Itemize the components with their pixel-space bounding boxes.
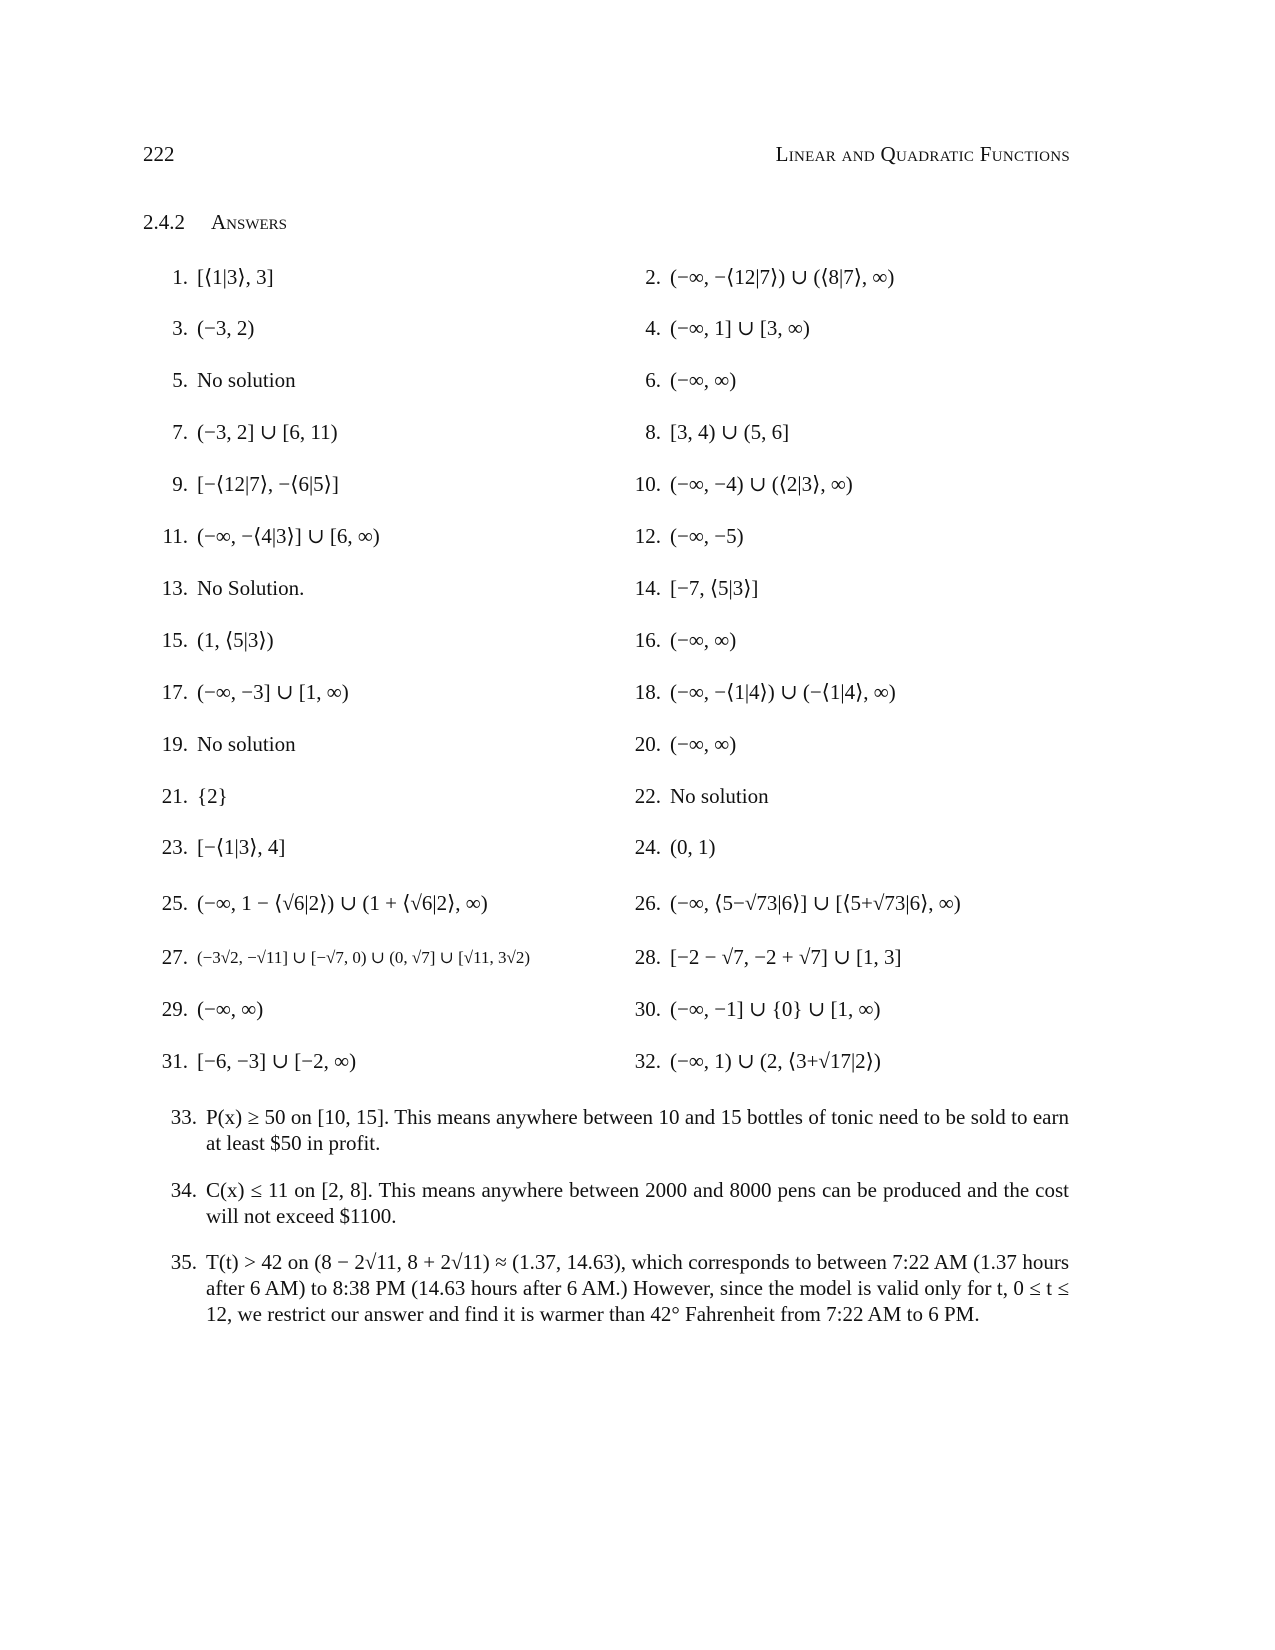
answer-item — [144, 361, 296, 401]
long-answer-item — [153, 1104, 1069, 1156]
answer-number: 31. — [161, 1049, 188, 1073]
answer-number: 25. — [161, 891, 188, 916]
answer-number: 23. — [161, 835, 188, 860]
answer-number: 24. — [634, 835, 661, 860]
answer-text: [−7, ⟨5|3⟩] — [670, 575, 759, 600]
answer-number: 29. — [161, 997, 188, 1022]
answer-item — [144, 938, 530, 978]
answer-item — [617, 884, 961, 924]
long-answer-item — [153, 1177, 1069, 1229]
answer-item — [144, 724, 296, 764]
answer-text: T(t) > 42 on (8 − 2√11, 8 + 2√11) ≈ (1.37, 14.63), which corresponds to between 7:22 AM (1.37 hours after 6 AM) to 8:38 PM (14.63 hours after 6 AM.) However, since the model is valid only for t, 0 ≤ t ≤ 12, we restrict our answer and find it is warmer than 42° Fahrenheit from 7:22 AM to 6 PM. — [206, 1250, 1069, 1326]
answer-text: No solution — [197, 368, 296, 393]
page-number: 222 — [143, 142, 175, 166]
answer-text: (−3, 2) — [197, 316, 255, 341]
answer-number: 6. — [645, 368, 661, 393]
answer-text: (−∞, −⟨12|7⟩) ∪ (⟨8|7⟩, ∞) — [670, 264, 895, 289]
answer-item — [617, 465, 853, 505]
long-answer-item — [153, 1249, 1069, 1327]
answer-number: 15. — [161, 627, 188, 652]
answer-text: (−∞, −⟨1|4⟩) ∪ (−⟨1|4⟩, ∞) — [670, 679, 896, 704]
answer-text: (−∞, 1 − ⟨√6|2⟩) ∪ (1 + ⟨√6|2⟩, ∞) — [197, 891, 488, 916]
answer-item — [144, 776, 228, 816]
answer-item — [617, 990, 880, 1030]
answer-item — [617, 776, 769, 816]
answer-text: {2} — [197, 783, 228, 808]
answer-number: 19. — [161, 731, 188, 756]
answer-item — [144, 990, 263, 1030]
answer-text: (−∞, 1) ∪ (2, ⟨3+√17|2⟩) — [670, 1049, 881, 1073]
answer-number: 14. — [634, 575, 661, 600]
answer-text: No solution — [197, 731, 296, 756]
answer-text: [3, 4) ∪ (5, 6] — [670, 420, 790, 445]
answer-text: (−3, 2] ∪ [6, 11) — [197, 420, 338, 445]
answer-item — [617, 257, 894, 297]
answer-item — [617, 724, 736, 764]
answer-number: 3. — [172, 316, 188, 341]
answer-number: 12. — [634, 524, 661, 548]
answer-text: P(x) ≥ 50 on [10, 15]. This means anywhere between 10 and 15 bottles of tonic need to be sold to earn at least $50 in profit. — [206, 1105, 1069, 1155]
answer-number: 13. — [161, 575, 188, 600]
answer-number: 34. — [170, 1178, 197, 1202]
answer-text: (−∞, −5) — [670, 524, 744, 548]
answer-number: 17. — [161, 679, 188, 704]
answer-text: (−∞, ∞) — [670, 368, 737, 393]
answer-text: (−∞, −⟨4|3⟩] ∪ [6, ∞) — [197, 524, 380, 548]
answer-item — [144, 257, 274, 297]
answer-text: (−∞, ∞) — [670, 627, 737, 652]
answer-number: 35. — [170, 1250, 197, 1274]
answer-item — [144, 828, 285, 868]
answer-text: (−∞, −4) ∪ (⟨2|3⟩, ∞) — [670, 472, 853, 497]
answer-number: 1. — [172, 264, 188, 289]
answer-item — [617, 568, 758, 608]
answer-text: (−∞, ∞) — [197, 997, 264, 1022]
answer-text: (−∞, −3] ∪ [1, ∞) — [197, 679, 349, 704]
answer-number: 22. — [634, 783, 661, 808]
section-title: Answers — [211, 210, 288, 234]
answer-number: 18. — [634, 679, 661, 704]
answer-number: 9. — [172, 472, 188, 497]
answer-item — [144, 1042, 356, 1082]
answer-item — [144, 465, 339, 505]
answer-item — [617, 361, 736, 401]
answer-text: [−⟨1|3⟩, 4] — [197, 835, 286, 860]
answer-number: 32. — [634, 1049, 661, 1073]
answer-item — [617, 1042, 881, 1082]
answer-item — [144, 517, 380, 557]
answer-text: [−2 − √7, −2 + √7] ∪ [1, 3] — [670, 945, 902, 970]
answer-item — [144, 413, 338, 453]
answer-text: [−6, −3] ∪ [−2, ∞) — [197, 1049, 357, 1073]
answer-text: (−∞, 1] ∪ [3, ∞) — [670, 316, 810, 341]
answer-number: 11. — [162, 524, 188, 548]
answer-text: C(x) ≤ 11 on [2, 8]. This means anywhere between 2000 and 8000 pens can be produced and the cost will not exceed $1100. — [206, 1178, 1069, 1228]
answer-item — [617, 620, 736, 660]
answer-text: (−3√2, −√11] ∪ [−√7, 0) ∪ (0, √7] ∪ [√11, 3√2) — [197, 947, 531, 967]
answer-item — [617, 672, 896, 712]
answer-number: 26. — [634, 891, 661, 916]
answer-number: 21. — [161, 783, 188, 808]
answer-number: 10. — [634, 472, 661, 497]
answer-item — [617, 517, 744, 557]
answer-number: 4. — [645, 316, 661, 341]
answer-number: 28. — [634, 945, 661, 970]
answer-number: 30. — [634, 997, 661, 1022]
answer-item — [617, 309, 810, 349]
answer-number: 27. — [161, 945, 188, 970]
answer-number: 20. — [634, 731, 661, 756]
answer-number: 33. — [170, 1105, 197, 1129]
answer-text: [−⟨12|7⟩, −⟨6|5⟩] — [197, 472, 339, 497]
answer-number: 7. — [172, 420, 188, 445]
answer-text: (1, ⟨5|3⟩) — [197, 627, 274, 652]
answer-number: 5. — [172, 368, 188, 393]
answer-text: (−∞, ∞) — [670, 731, 737, 756]
answer-number: 16. — [634, 627, 661, 652]
section-heading — [143, 210, 287, 235]
answer-item — [617, 828, 716, 868]
answer-text: (−∞, ⟨5−√73|6⟩] ∪ [⟨5+√73|6⟩, ∞) — [670, 891, 961, 916]
answer-number: 2. — [645, 264, 661, 289]
answer-number: 8. — [645, 420, 661, 445]
answer-text: (0, 1) — [670, 835, 716, 860]
answer-item — [144, 568, 304, 608]
answer-text: No solution — [670, 783, 769, 808]
answer-item — [617, 413, 789, 453]
running-title: Linear and Quadratic Functions — [775, 142, 1070, 166]
answer-text: [⟨1|3⟩, 3] — [197, 264, 274, 289]
answer-text: (−∞, −1] ∪ {0} ∪ [1, ∞) — [670, 997, 881, 1022]
answer-item — [144, 620, 274, 660]
answer-text: No Solution. — [197, 575, 305, 600]
answer-item — [144, 672, 349, 712]
section-number: 2.4.2 — [143, 210, 185, 234]
answer-item — [617, 938, 902, 978]
answer-item — [144, 309, 254, 349]
answer-item — [144, 884, 488, 924]
